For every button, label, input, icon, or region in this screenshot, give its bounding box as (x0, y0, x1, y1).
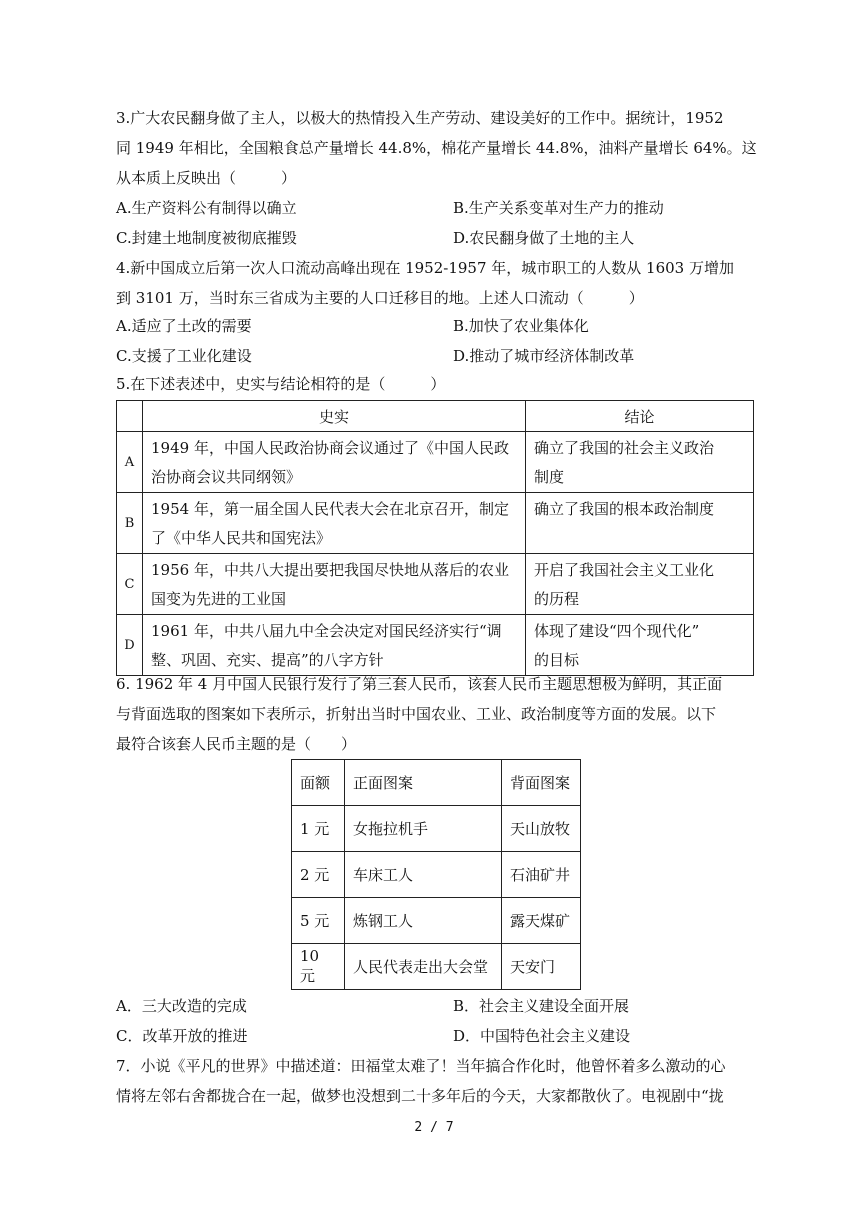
q5-row-letter: D (117, 615, 143, 676)
table-row (117, 432, 754, 493)
q3-option-c: C.封建土地制度被彻底摧毁 (116, 229, 297, 247)
q6-option-a: A．三大改造的完成 (116, 997, 247, 1015)
q6-option-b: B．社会主义建设全面开展 (453, 997, 630, 1015)
fact-line: 了《中华人民共和国宪法》 (151, 529, 332, 547)
q4-options-row-2 (116, 341, 756, 371)
q6-header-denomination: 面额 (292, 760, 345, 806)
page-number: 2 / 7 (414, 1120, 454, 1135)
conclusion-line: 确立了我国的根本政治制度 (534, 500, 715, 518)
conclusion-line: 开启了我国社会主义工业化 (534, 561, 715, 579)
q6-cell-front: 人民代表走出大会堂 (345, 944, 502, 990)
q5-row-letter: B (117, 493, 143, 554)
q4-option-a: A.适应了土改的需要 (116, 317, 252, 335)
q5-row-conclusion (526, 493, 754, 554)
q5-row-letter: C (117, 554, 143, 615)
q4-line-2: 到 3101 万，当时东三省成为主要的人口迁移目的地。上述人口流动（ ） (116, 289, 644, 307)
q6-cell-denomination: 2 元 (292, 852, 345, 898)
fact-line: 1949 年，中国人民政治协商会议通过了《中国人民政 (151, 439, 509, 457)
table-row (292, 760, 581, 806)
q5-header-fact: 史实 (143, 401, 526, 432)
q3-option-d: D.农民翻身做了土地的主人 (453, 229, 635, 247)
table-row (292, 806, 581, 852)
q5-row-fact (143, 493, 526, 554)
q5-row-letter: A (117, 432, 143, 493)
conclusion-line: 确立了我国的社会主义政治 (534, 439, 715, 457)
q6-cell-back: 石油矿井 (502, 852, 581, 898)
q6-cell-back: 露天煤矿 (502, 898, 581, 944)
q6-header-front: 正面图案 (345, 760, 502, 806)
fact-line: 1954 年，第一届全国人民代表大会在北京召开，制定 (151, 500, 509, 518)
fact-line: 1961 年，中共八届九中全会决定对国民经济实行“调 (151, 622, 502, 640)
q6-cell-back: 天安门 (502, 944, 581, 990)
q3-options-row-2 (116, 223, 756, 253)
q6-cell-front: 车床工人 (345, 852, 502, 898)
q6-cell-front: 炼钢工人 (345, 898, 502, 944)
q5-row-fact (143, 432, 526, 493)
q3-line-2: 同 1949 年相比，全国粮食总产量增长 44.8%，棉花产量增长 44.8%，油料产量增长 64%。这 (116, 139, 757, 157)
q3-options-row-1 (116, 193, 756, 223)
q5-table-header (117, 401, 754, 432)
fact-line: 治协商会议共同纲领》 (151, 468, 302, 486)
q6-table (291, 759, 581, 990)
fact-line: 整、巩固、充实、提高”的八字方针 (151, 651, 384, 669)
q5-stem: 5.在下述表述中，史实与结论相符的是（ ） (116, 375, 446, 393)
q6-line-1: 6. 1962 年 4 月中国人民银行发行了第三套人民币，该套人民币主题思想极为鲜明，其正面 (116, 675, 723, 693)
q3-line-3: 从本质上反映出（ ） (116, 169, 297, 187)
table-row (117, 554, 754, 615)
conclusion-line: 的目标 (534, 651, 580, 669)
fact-line: 国变为先进的工业国 (151, 590, 287, 608)
q6-cell-denomination: 5 元 (292, 898, 345, 944)
q5-row-fact (143, 615, 526, 676)
q6-line-3: 最符合该套人民币主题的是（ ） (116, 735, 357, 753)
q5-header-letter (117, 401, 143, 432)
q5-row-fact (143, 554, 526, 615)
q6-option-d: D．中国特色社会主义建设 (453, 1027, 631, 1045)
q6-option-c: C．改革开放的推进 (116, 1027, 248, 1045)
q6-options-row-1 (116, 991, 756, 1021)
table-row (117, 615, 754, 676)
q7-line-1: 7．小说《平凡的世界》中描述道：田福堂太难了！当年搞合作化时，他曾怀着多么激动的心 (116, 1057, 726, 1075)
q4-line-1: 4.新中国成立后第一次人口流动高峰出现在 1952-1957 年，城市职工的人数从 1603 万增加 (116, 259, 734, 277)
q6-line-2: 与背面选取的图案如下表所示，折射出当时中国农业、工业、政治制度等方面的发展。以下 (116, 705, 717, 723)
q4-option-d: D.推动了城市经济体制改革 (453, 347, 635, 365)
q4-option-c: C.支援了工业化建设 (116, 347, 252, 365)
conclusion-line: 体现了建设“四个现代化” (534, 622, 700, 640)
q6-cell-denomination: 10 元 (292, 944, 345, 990)
q3-option-a: A.生产资料公有制得以确立 (116, 199, 297, 217)
table-row (117, 493, 754, 554)
conclusion-line: 制度 (534, 468, 565, 486)
q6-cell-front: 女拖拉机手 (345, 806, 502, 852)
conclusion-line: 的历程 (534, 590, 580, 608)
table-row (292, 852, 581, 898)
q6-header-back: 背面图案 (502, 760, 581, 806)
table-row (292, 898, 581, 944)
q6-options-row-2 (116, 1021, 756, 1051)
q5-header-conclusion: 结论 (526, 401, 754, 432)
q4-option-b: B.加快了农业集体化 (453, 317, 589, 335)
table-row (292, 944, 581, 990)
q6-cell-denomination: 1 元 (292, 806, 345, 852)
q5-row-conclusion (526, 432, 754, 493)
q5-table (116, 400, 754, 676)
fact-line: 1956 年，中共八大提出要把我国尽快地从落后的农业 (151, 561, 509, 579)
q5-row-conclusion (526, 554, 754, 615)
q3-line-1: 3.广大农民翻身做了主人，以极大的热情投入生产劳动、建设美好的工作中。据统计，1952 (116, 109, 724, 127)
q3-option-b: B.生产关系变革对生产力的推动 (453, 199, 664, 217)
q7-line-2: 情将左邻右舍都拢合在一起，做梦也没想到二十多年后的今天，大家都散伙了。电视剧中“拢 (116, 1087, 724, 1105)
q4-options-row-1 (116, 311, 756, 341)
q5-row-conclusion (526, 615, 754, 676)
q6-cell-back: 天山放牧 (502, 806, 581, 852)
